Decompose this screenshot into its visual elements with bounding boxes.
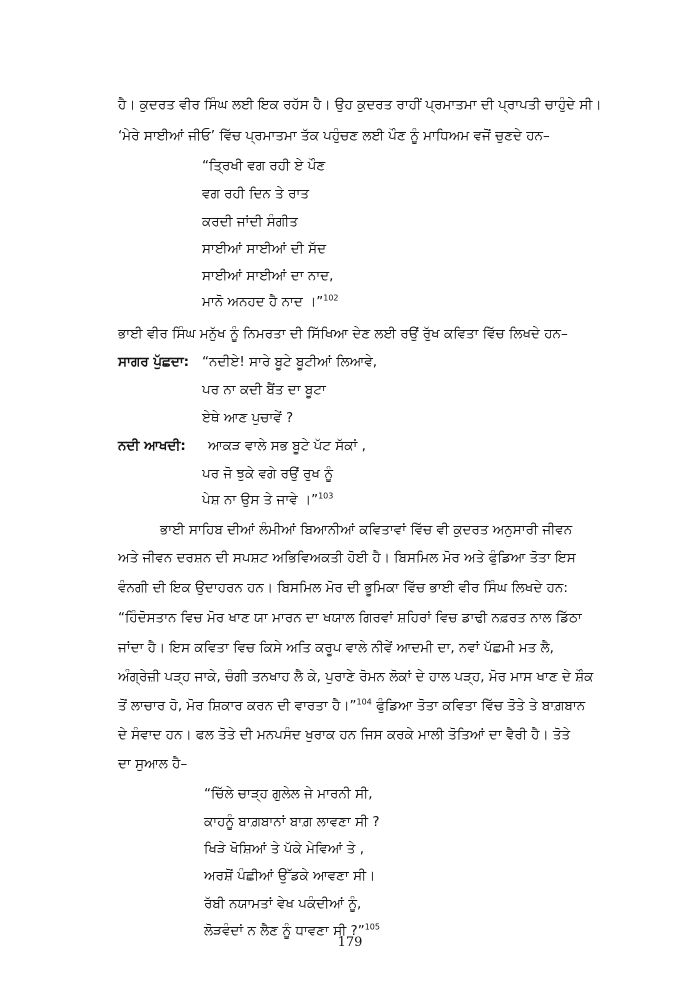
verse-line: ਪਰ ਜੋ ਝੁਕੇ ਵਗੇ ਰਉਂ ਰੁਖ ਨੂੰ: [202, 466, 334, 482]
verse-line: ਕਾਹਨੂੰ ਬਾਗ਼ਬਾਨਾਂ ਬਾਗ਼ ਲਾਵਣਾ ਸੀ ?: [204, 814, 380, 830]
speaker-label-sagar: ਸਾਗਰ ਪੁੱਛਦਾ:: [118, 354, 190, 370]
footnote-ref: 103: [318, 491, 334, 501]
footnote-ref: 105: [364, 922, 380, 932]
verse-line: ਵਗ ਰਹੀ ਦਿਨ ਤੇ ਰਾਤ: [202, 186, 309, 202]
body-text-line: [118, 696, 585, 716]
body-text-line: ਹੈ। ਕੁਦਰਤ ਵੀਰ ਸਿੰਘ ਲਈ ਇਕ ਰਹੱਸ ਹੈ। ਉਹ ਕੁਦਰਤ ਰਾਹੀਂ ਪ੍ਰਮਾਤਮਾ ਦੀ ਪ੍ਰਾਪਤੀ ਚਾਹੁੰਦੇ ਸੀ।: [118, 97, 602, 113]
body-text-line: ਅੰਗ੍ਰੇਜ਼ੀ ਪੜ੍ਹ ਜਾਕੇ, ਚੰਗੀ ਤਨਖਾਹ ਲੈ ਕੇ, ਪੁਰਾਣੇ ਰੋਮਨ ਲੋਕਾਂ ਦੇ ਹਾਲ ਪੜ੍ਹ, ਮੋਰ ਮਾਸ ਖਾਣ ਦੇ ਸ਼ੌਕ: [118, 669, 594, 685]
verse-text: ਮਾਨੋ ਅਨਹਦ ਹੈ ਨਾਦ ।”: [202, 294, 324, 310]
body-text-line: ਭਾਈ ਵੀਰ ਸਿੰਘ ਮਨੁੱਖ ਨੂੰ ਨਿਮਰਤਾ ਦੀ ਸਿੱਖਿਆ ਦੇਣ ਲਈ ਰਉਂ ਰੁੱਖ ਕਵਿਤਾ ਵਿੱਚ ਲਿਖਦੇ ਹਨ–: [118, 326, 568, 342]
verse-line: ਸਾਈਆਂ ਸਾਈਆਂ ਦਾ ਨਾਦ,: [202, 268, 334, 284]
verse-line: ਰੱਬੀ ਨਯਾਮਤਾਂ ਵੇਖ ਪਕੰਦੀਆਂ ਨੂੰ,: [204, 896, 362, 912]
body-text-line: ਜਾਂਦਾ ਹੈ। ਇਸ ਕਵਿਤਾ ਵਿਚ ਕਿਸੇ ਅਤਿ ਕਰੂਪ ਵਾਲੇ ਨੀਵੇਂ ਆਦਮੀ ਦਾ, ਨਵਾਂ ਪੱਛਮੀ ਮਤ ਲੈ,: [118, 640, 554, 656]
verse-line: ਆਕੜ ਵਾਲੇ ਸਭ ਬੂਟੇ ਪੱਟ ਸੱਕਾਂ ,: [208, 438, 366, 454]
body-text-line: ‘ਮੇਰੇ ਸਾਈਆਂ ਜੀਓ’ ਵਿੱਚ ਪ੍ਰਮਾਤਮਾ ਤੱਕ ਪਹੁੰਚਣ ਲਈ ਪੌਣ ਨੂੰ ਮਾਧਿਅਮ ਵਜੋਂ ਚੁਣਦੇ ਹਨ–: [118, 128, 550, 144]
body-text: ਤੋਂ ਲਾਚਾਰ ਹੋ, ਮੋਰ ਸ਼ਿਕਾਰ ਕਰਨ ਦੀ ਵਾਰਤਾ ਹੈ।”: [118, 698, 357, 714]
body-text-line: “ਹਿੰਦੋਸਤਾਨ ਵਿਚ ਮੋਰ ਖਾਣ ਯਾ ਮਾਰਨ ਦਾ ਖਯਾਲ ਗਿਰਵਾਂ ਸ਼ਹਿਰਾਂ ਵਿਚ ਡਾਢੀ ਨਫ਼ਰਤ ਨਾਲ ਡਿੱਠਾ: [118, 610, 582, 626]
body-text: ਫੁੰਡਿਆ ਤੋਤਾ ਕਵਿਤਾ ਵਿੱਚ ਤੋਤੇ ਤੇ ਬਾਗ਼ਬਾਨ: [376, 698, 586, 714]
verse-line: ਪਰ ਨਾ ਕਦੀ ਬੈਂਤ ਦਾ ਬੂਟਾ: [202, 382, 326, 398]
verse-line: “ਤ੍ਰਿਖੀ ਵਗ ਰਹੀ ਏ ਪੌਣ: [202, 158, 326, 174]
body-text-line: ਭਾਈ ਸਾਹਿਬ ਦੀਆਂ ਲੰਮੀਆਂ ਬਿਆਨੀਆਂ ਕਵਿਤਾਵਾਂ ਵਿੱਚ ਵੀ ਕੁਦਰਤ ਅਨੁਸਾਰੀ ਜੀਵਨ: [160, 522, 573, 538]
footnote-ref: 102: [323, 293, 339, 303]
verse-line: “ਨਦੀਏ! ਸਾਰੇ ਬੂਟੇ ਬੂਟੀਆਂ ਲਿਆਵੇ,: [202, 354, 378, 370]
verse-line: ਕਰਦੀ ਜਾਂਦੀ ਸੰਗੀਤ: [202, 214, 298, 230]
speaker-label-nadi: ਨਦੀ ਆਖਦੀ:: [118, 438, 186, 454]
verse-text: ਲੋੜਵੰਦਾਂ ਨ ਲੈਣ ਨੂੰ ਧਾਵਣਾ ਸੀ ?”: [204, 923, 365, 939]
body-text-line: ਦੇ ਸੰਵਾਦ ਹਨ। ਫਲ ਤੋਤੇ ਦੀ ਮਨਪਸੰਦ ਖੁਰਾਕ ਹਨ ਜਿਸ ਕਰਕੇ ਮਾਲੀ ਤੋਤਿਆਂ ਦਾ ਵੈਰੀ ਹੈ। ਤੋਤੇ: [118, 727, 571, 743]
body-text-line: ਅਤੇ ਜੀਵਨ ਦਰਸ਼ਨ ਦੀ ਸਪਸ਼ਟ ਅਭਿਵਿਅਕਤੀ ਹੋਈ ਹੈ। ਬਿਸਮਿਲ ਮੋਰ ਅਤੇ ਫੁੰਡਿਆ ਤੋਤਾ ਇਸ: [118, 550, 576, 566]
footnote-ref: 104: [356, 697, 372, 707]
verse-text: ਪੇਸ਼ ਨਾ ਉਸ ਤੇ ਜਾਵੇ ।”: [202, 492, 319, 508]
page-number: 179: [337, 935, 363, 950]
verse-line: [202, 292, 339, 312]
verse-line: ਏਥੇ ਆਣ ਪੁਚਾਵੇਂ ?: [202, 410, 294, 426]
body-text-line: ਦਾ ਸੁਆਲ ਹੈ–: [118, 756, 188, 772]
verse-line: ਸਾਈਆਂ ਸਾਈਆਂ ਦੀ ਸੱਦ: [202, 241, 327, 257]
verse-line: [202, 490, 333, 510]
verse-line: ਖਿੜੇ ਖੋਸ਼ਿਆਂ ਤੇ ਪੱਕੇ ਮੇਵਿਆਂ ਤੇ ,: [204, 841, 364, 857]
verse-line: ਅਰਸ਼ੋਂ ਪੰਛੀਆਂ ਉੱਡਕੇ ਆਵਣਾ ਸੀ।: [204, 868, 376, 884]
body-text-line: ਵੰਨਗੀ ਦੀ ਇਕ ਉਦਾਹਰਨ ਹਨ। ਬਿਸਮਿਲ ਮੋਰ ਦੀ ਭੂਮਿਕਾ ਵਿੱਚ ਭਾਈ ਵੀਰ ਸਿੰਘ ਲਿਖਦੇ ਹਨ:: [118, 580, 568, 596]
verse-line: “ਚਿੱਲੇ ਚਾੜ੍ਹ ਗੁਲੇਲ ਜੇ ਮਾਰਨੀ ਸੀ,: [204, 786, 373, 802]
